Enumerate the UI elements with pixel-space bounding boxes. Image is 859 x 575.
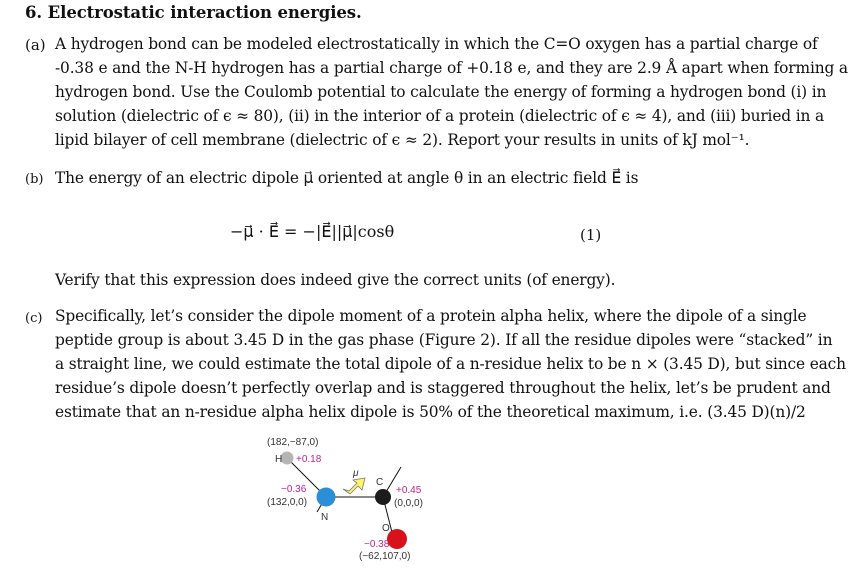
carbon-label: C <box>376 477 384 488</box>
hydrogen-label: H <box>275 454 283 465</box>
peptide-dipole-figure <box>255 432 445 567</box>
hydrogen-coord: (182,−87,0) <box>267 437 319 448</box>
oxygen-atom <box>387 529 407 549</box>
part-a-line-4: solution (dielectric of ϵ ≈ 80), (ii) in the interior of a protein (dielectric of ϵ ≈ 4), and (iii) buried in a <box>55 107 825 125</box>
part-b-verify: Verify that this expression does indeed give the correct units (of energy). <box>55 271 616 289</box>
part-c-line-4: residue’s dipole doesn’t perfectly overlap and is staggered throughout the helix, let’s be prudent and <box>55 379 831 397</box>
problem-title: 6. Electrostatic interaction energies. <box>25 3 362 22</box>
hydrogen-atom <box>281 452 294 465</box>
nitrogen-charge: −0.36 <box>281 484 307 495</box>
carbon-charge: +0.45 <box>396 485 422 496</box>
part-c-line-1: Specifically, let’s consider the dipole moment of a protein alpha helix, where the dipole of a single <box>55 307 807 325</box>
nitrogen-label: N <box>321 512 329 523</box>
part-c-line-2: peptide group is about 3.45 D in the gas phase (Figure 2). If all the residue dipoles were “stacked” in <box>55 331 833 349</box>
nitrogen-atom <box>317 488 336 507</box>
carbon-atom <box>375 489 391 505</box>
part-c-line-5: estimate that an n-residue alpha helix dipole is 50% of the theoretical maximum, i.e. (3.45 D)(n)/2 <box>55 403 806 421</box>
part-a-line-5: lipid bilayer of cell membrane (dielectric of ϵ ≈ 2). Report your results in units of kJ mol⁻¹. <box>55 131 750 149</box>
oxygen-label: O <box>382 523 390 534</box>
hydrogen-charge: +0.18 <box>296 454 322 465</box>
oxygen-coord: (−62,107,0) <box>359 551 411 562</box>
part-b-label: (b) <box>25 172 44 187</box>
equation-number: (1) <box>580 226 602 244</box>
part-b-intro: The energy of an electric dipole μ⃗ oriented at angle θ in an electric field E⃗ is <box>55 169 639 187</box>
part-a-line-3: hydrogen bond. Use the Coulomb potential to calculate the energy of forming a hydrogen bond (i) in <box>55 83 827 101</box>
dipole-mu-label: μ <box>353 468 359 479</box>
dipole-energy-equation: −μ⃗ · E⃗ = −|E⃗||μ⃗|cosθ <box>230 222 395 241</box>
part-a-line-2: -0.38 e and the N-H hydrogen has a partial charge of +0.18 e, and they are 2.9 Å apart when forming a <box>55 59 848 77</box>
part-a-label: (a) <box>25 36 46 54</box>
dipole-arrow <box>343 478 365 494</box>
oxygen-charge: −0.38 <box>364 539 390 550</box>
part-c-line-3: a straight line, we could estimate the total dipole of a n-residue helix to be n × (3.45 D), but since each <box>55 355 846 373</box>
part-c-label: (c) <box>25 311 43 326</box>
carbon-coord: (0,0,0) <box>394 498 423 509</box>
nitrogen-coord: (132,0,0) <box>267 497 308 508</box>
part-a-line-1: A hydrogen bond can be modeled electrostatically in which the C=O oxygen has a partial charge of <box>55 35 818 53</box>
